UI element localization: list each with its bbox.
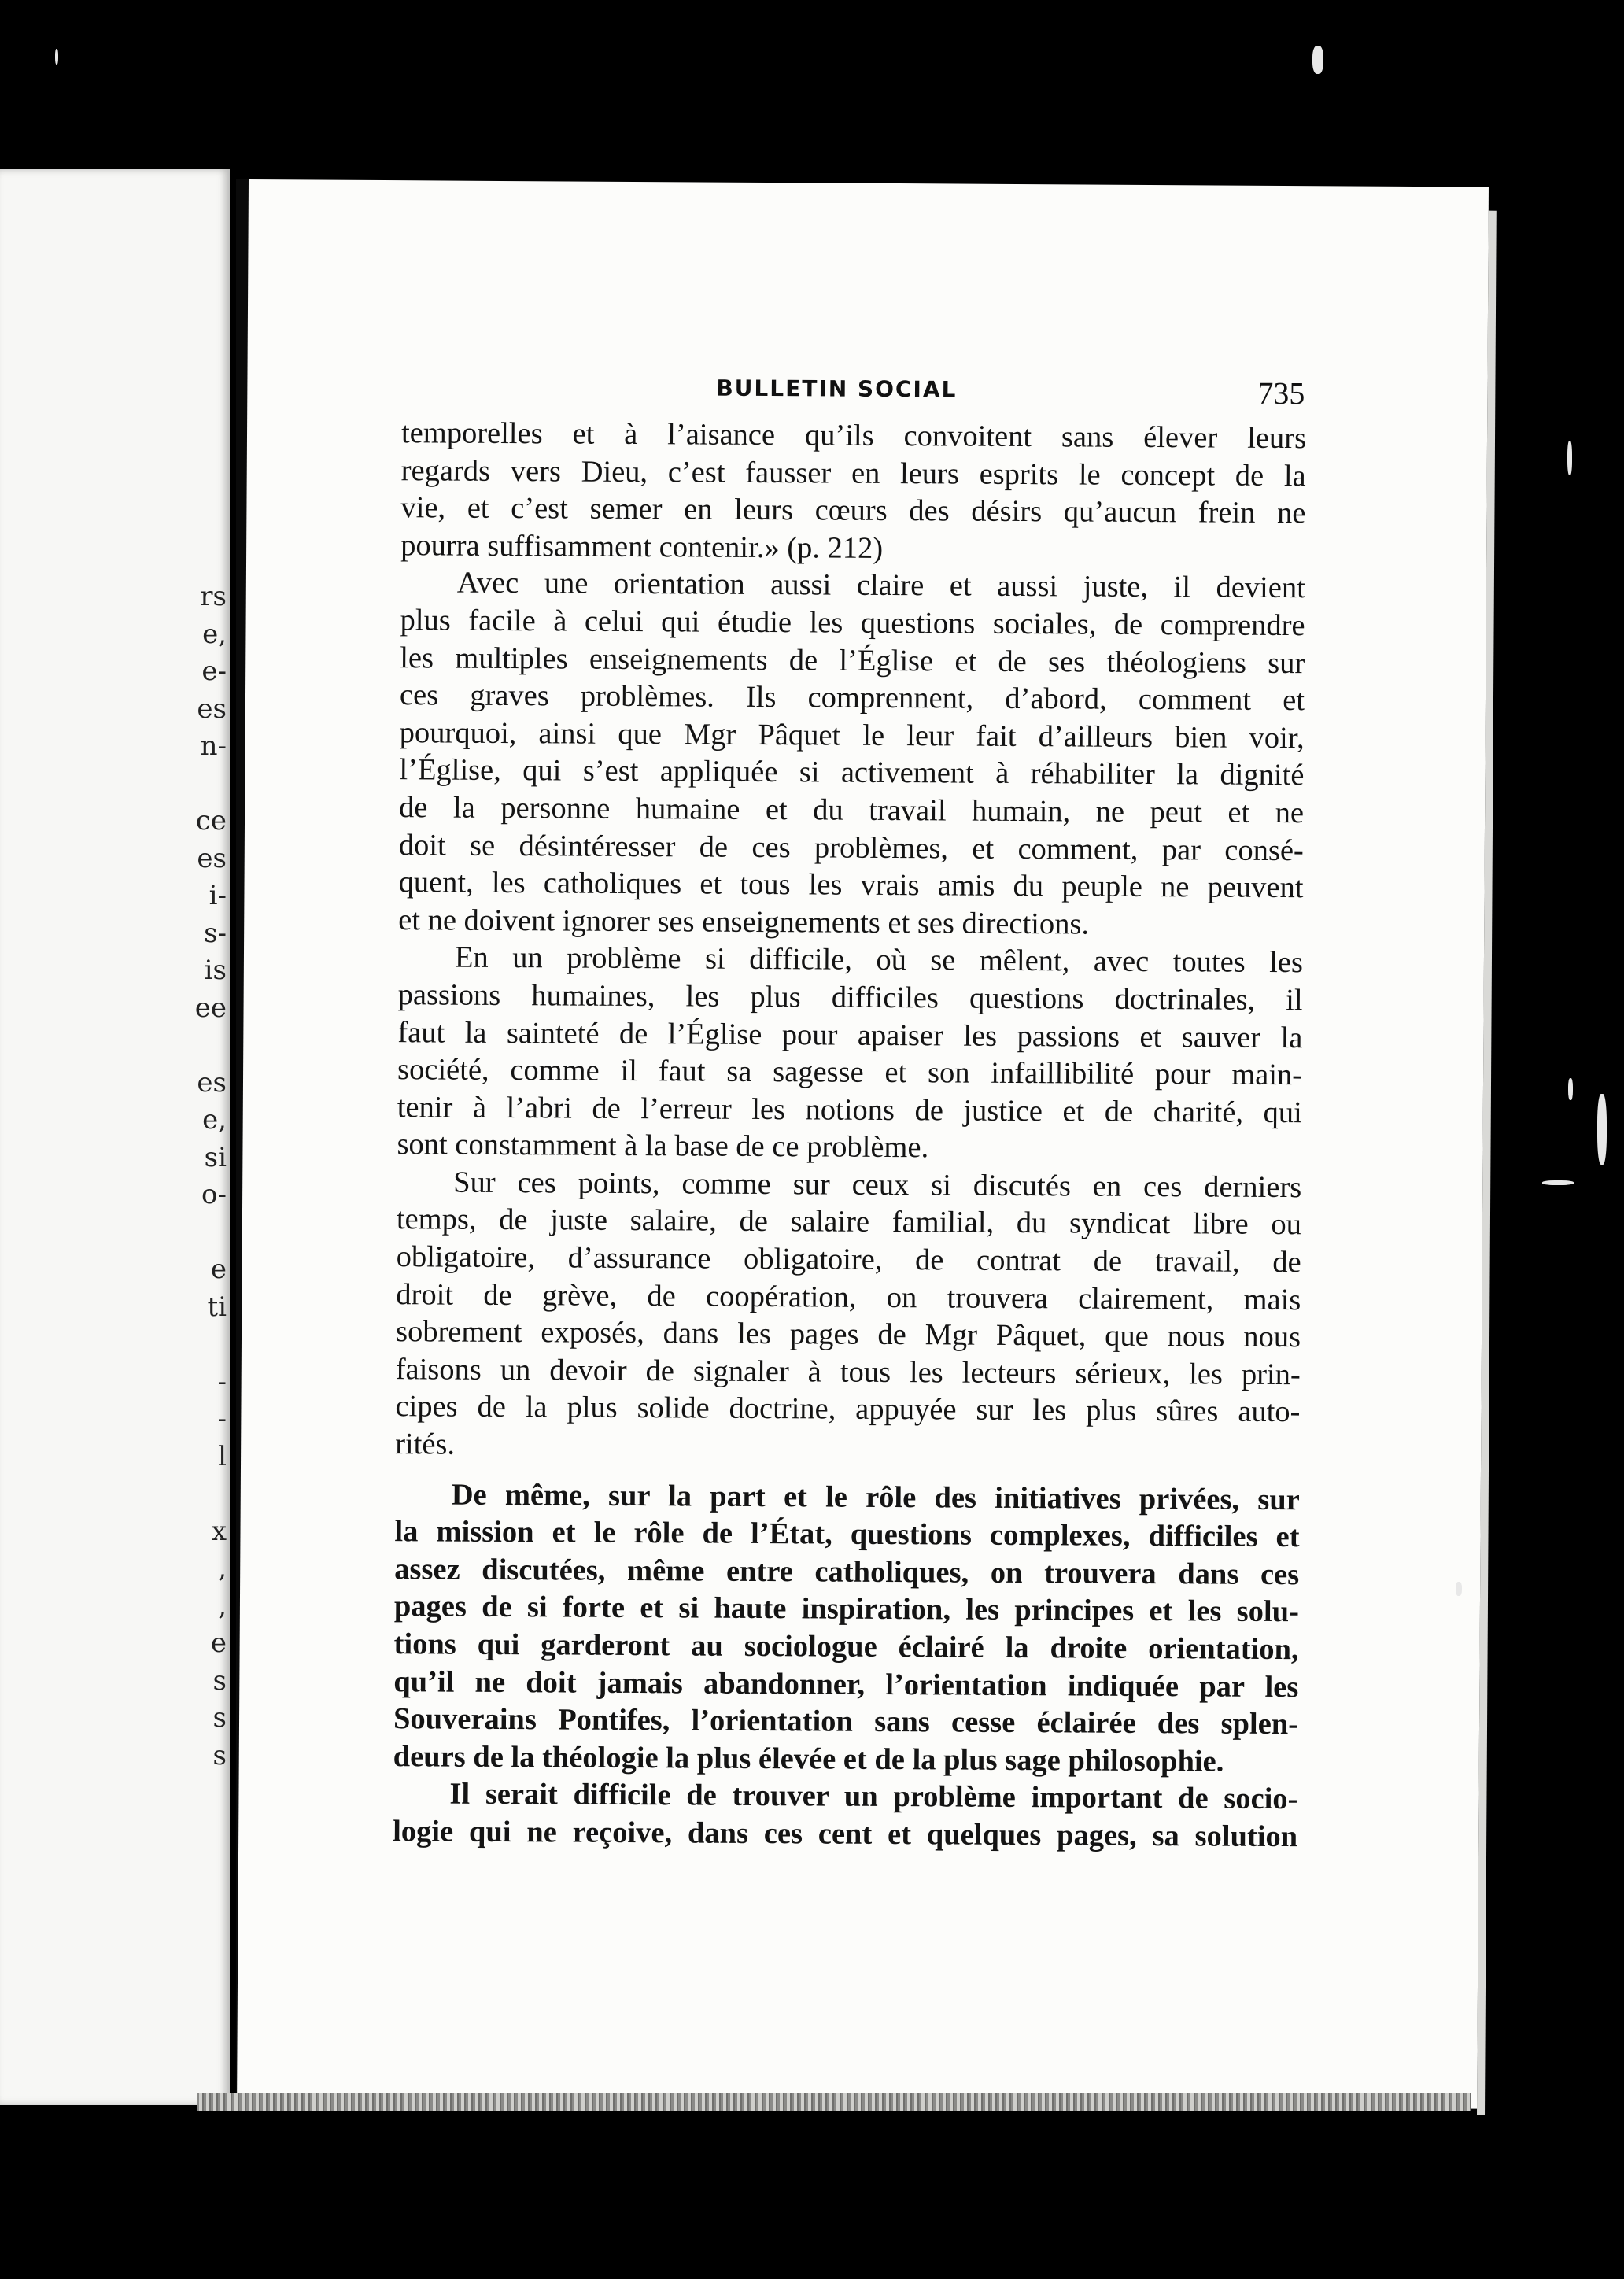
text-line: Avec une orientation aussi claire et aussi juste, il devient [456,567,1305,605]
text-line: temps, de juste salaire, de salaire familial, du syndicat libre ou [396,1202,1302,1242]
facing-page-fragment: rs [200,581,227,612]
scan-speck [1456,1582,1462,1596]
facing-page-fragment [179,1214,227,1252]
text-line: pourra suffisamment contenir.» (p. 212) [400,528,884,565]
text-line: temporelles et à l’aisance qu’ils convoitent sans élever leurs [400,416,1307,456]
paragraph [395,1164,1301,1469]
text-line: de la personne humaine et du travail humain, ne peut et ne [398,791,1305,830]
paragraph [393,1476,1300,1782]
text-line: Il serait difficile de trouver un problème important de socio- [449,1777,1298,1816]
text-line: quent, les catholiques et tous les vrais amis du peuple ne peuvent [398,866,1304,905]
facing-page-fragment: es [197,1066,227,1099]
running-head: BULLETIN SOCIAL [716,375,958,403]
facing-page-fragment: e- [201,656,227,687]
facing-page-fragment: ti [207,1291,227,1323]
text-line: faisons un devoir de signaler à tous les lecteurs sérieux, les prin- [395,1353,1301,1392]
text-line: les multiples enseignements de l’Église et de ses théologiens sur [400,641,1305,680]
scan-speck [55,49,58,65]
facing-page-fragment [179,1476,227,1513]
facing-page-fragment: e [210,1254,227,1285]
scan-speck [1597,1094,1607,1165]
text-line: deurs de la théologie la plus élevée et de la plus sage philosophie. [393,1739,1224,1779]
facing-page-fragment: es [197,693,227,725]
text-line: pourquoi, ainsi que Mgr Pâquet le leur fait d’ailleurs bien voir, [399,715,1305,755]
text-line: sobrement exposés, dans les pages de Mgr Pâquet, que nous nous [395,1315,1301,1354]
scan-speck [1568,1078,1573,1100]
facing-page-fragment: e, [202,618,227,650]
paragraph [397,939,1303,1169]
facing-page-left [0,169,230,2105]
facing-page-fragment: e [210,1627,227,1659]
facing-page-fragment: si [204,1141,227,1173]
text-line: vie, et c’est semer en leurs cœurs des désirs qu’aucun frein ne [400,491,1306,530]
text-line: En un problème si difficile, où se mêlent, avec toutes les [454,940,1304,980]
text-line: ces graves problèmes. Ils comprennent, d’abord, comment et [399,678,1305,718]
page-edge [1477,211,1497,2115]
paragraph [393,1776,1298,1856]
facing-page-fragment: i- [209,880,227,911]
facing-page-fragment: s [212,1739,227,1771]
facing-page-fragment [179,1027,227,1065]
body-text [393,415,1306,1856]
scan-speck [1567,441,1572,475]
facing-page-fragment: is [204,955,227,986]
text-line: l’Église, qui s’est appliquée si activement à réhabiliter la dignité [399,753,1305,792]
facing-page-fragment: - [217,1365,227,1398]
text-line: Souverains Pontifes, l’orientation sans cesse éclairée des splen- [393,1702,1299,1742]
facing-page-fragment [179,766,227,803]
text-line: obligatoire, d’assurance obligatoire, de contrat de travail, de [396,1240,1301,1280]
text-line: la mission et le rôle de l’État, questions complexes, difficiles et [394,1515,1300,1554]
text-line: droit de grève, de coopération, on trouvera clairement, mais [396,1277,1301,1317]
text-line: tenir à l’abri de l’erreur les notions de justice et de charité, qui [397,1090,1302,1129]
facing-page-fragment: s- [204,917,227,949]
text-line: et ne doivent ignorer ses enseignements et ses directions. [398,903,1090,941]
facing-page-fragment: l [218,1440,227,1472]
text-line: assez discutées, même entre catholiques, on trouvera dans ces [394,1552,1300,1592]
text-line: plus facile à celui qui étudie les questions sociales, de comprendre [400,604,1305,643]
facing-page-fragment: x [211,1515,227,1547]
text-line: regards vers Dieu, c’est fausser en leurs esprits le concept de la [400,453,1306,493]
facing-page-fragment: , [218,1590,227,1622]
text-line: société, comme il faut sa sagesse et son infaillibilité pour main- [397,1053,1303,1092]
text-line: doit se désintéresser de ces problèmes, et comment, par consé- [398,828,1304,867]
text-line: passions humaines, les plus difficiles questions doctrinales, il [397,978,1303,1018]
paragraph [398,565,1305,945]
text-line: sont constamment à la base de ce problème. [397,1128,929,1165]
facing-page-fragment: s [212,1702,227,1734]
page-stack-bottom-edge [197,2093,1471,2111]
page-number: 735 [1257,375,1305,412]
text-line: faut la sainteté de l’Église pour apaiser les passions et sauver la [397,1015,1303,1055]
facing-page-fragment: es [197,842,227,874]
paragraph [400,415,1306,570]
facing-page-fragment: s [212,1664,227,1697]
page-735 [237,179,1489,2109]
text-line: rités. [395,1428,456,1461]
scan-speck [1312,46,1323,74]
facing-page-fragment: , [218,1553,227,1584]
text-line: qu’il ne doit jamais abandonner, l’orientation indiquée par les [393,1664,1299,1704]
facing-page-fragment: ee [194,992,227,1024]
scan-speck [1542,1180,1574,1185]
text-line: Sur ces points, comme sur ceux si discutés en ces derniers [453,1165,1302,1205]
text-line: cipes de la plus solide doctrine, appuyée sur les plus sûres auto- [395,1390,1301,1429]
facing-page-fragment: n- [200,730,227,762]
text-line: De même, sur la part et le rôle des initiatives privées, sur [451,1478,1300,1516]
facing-page-fragment: o- [201,1179,227,1210]
facing-page-fragment: - [217,1403,227,1435]
text-line: logie qui ne reçoive, dans ces cent et quelques pages, sa solution [393,1815,1298,1854]
facing-page-text-fragments [179,578,227,1775]
text-line: tions qui garderont au sociologue éclairé la droite orientation, [393,1627,1299,1667]
text-line: pages de si forte et si haute inspiration, les principes et les solu- [393,1590,1300,1629]
facing-page-fragment: e, [202,1104,227,1136]
facing-page-fragment [179,1326,227,1364]
facing-page-fragment: ce [195,805,227,837]
